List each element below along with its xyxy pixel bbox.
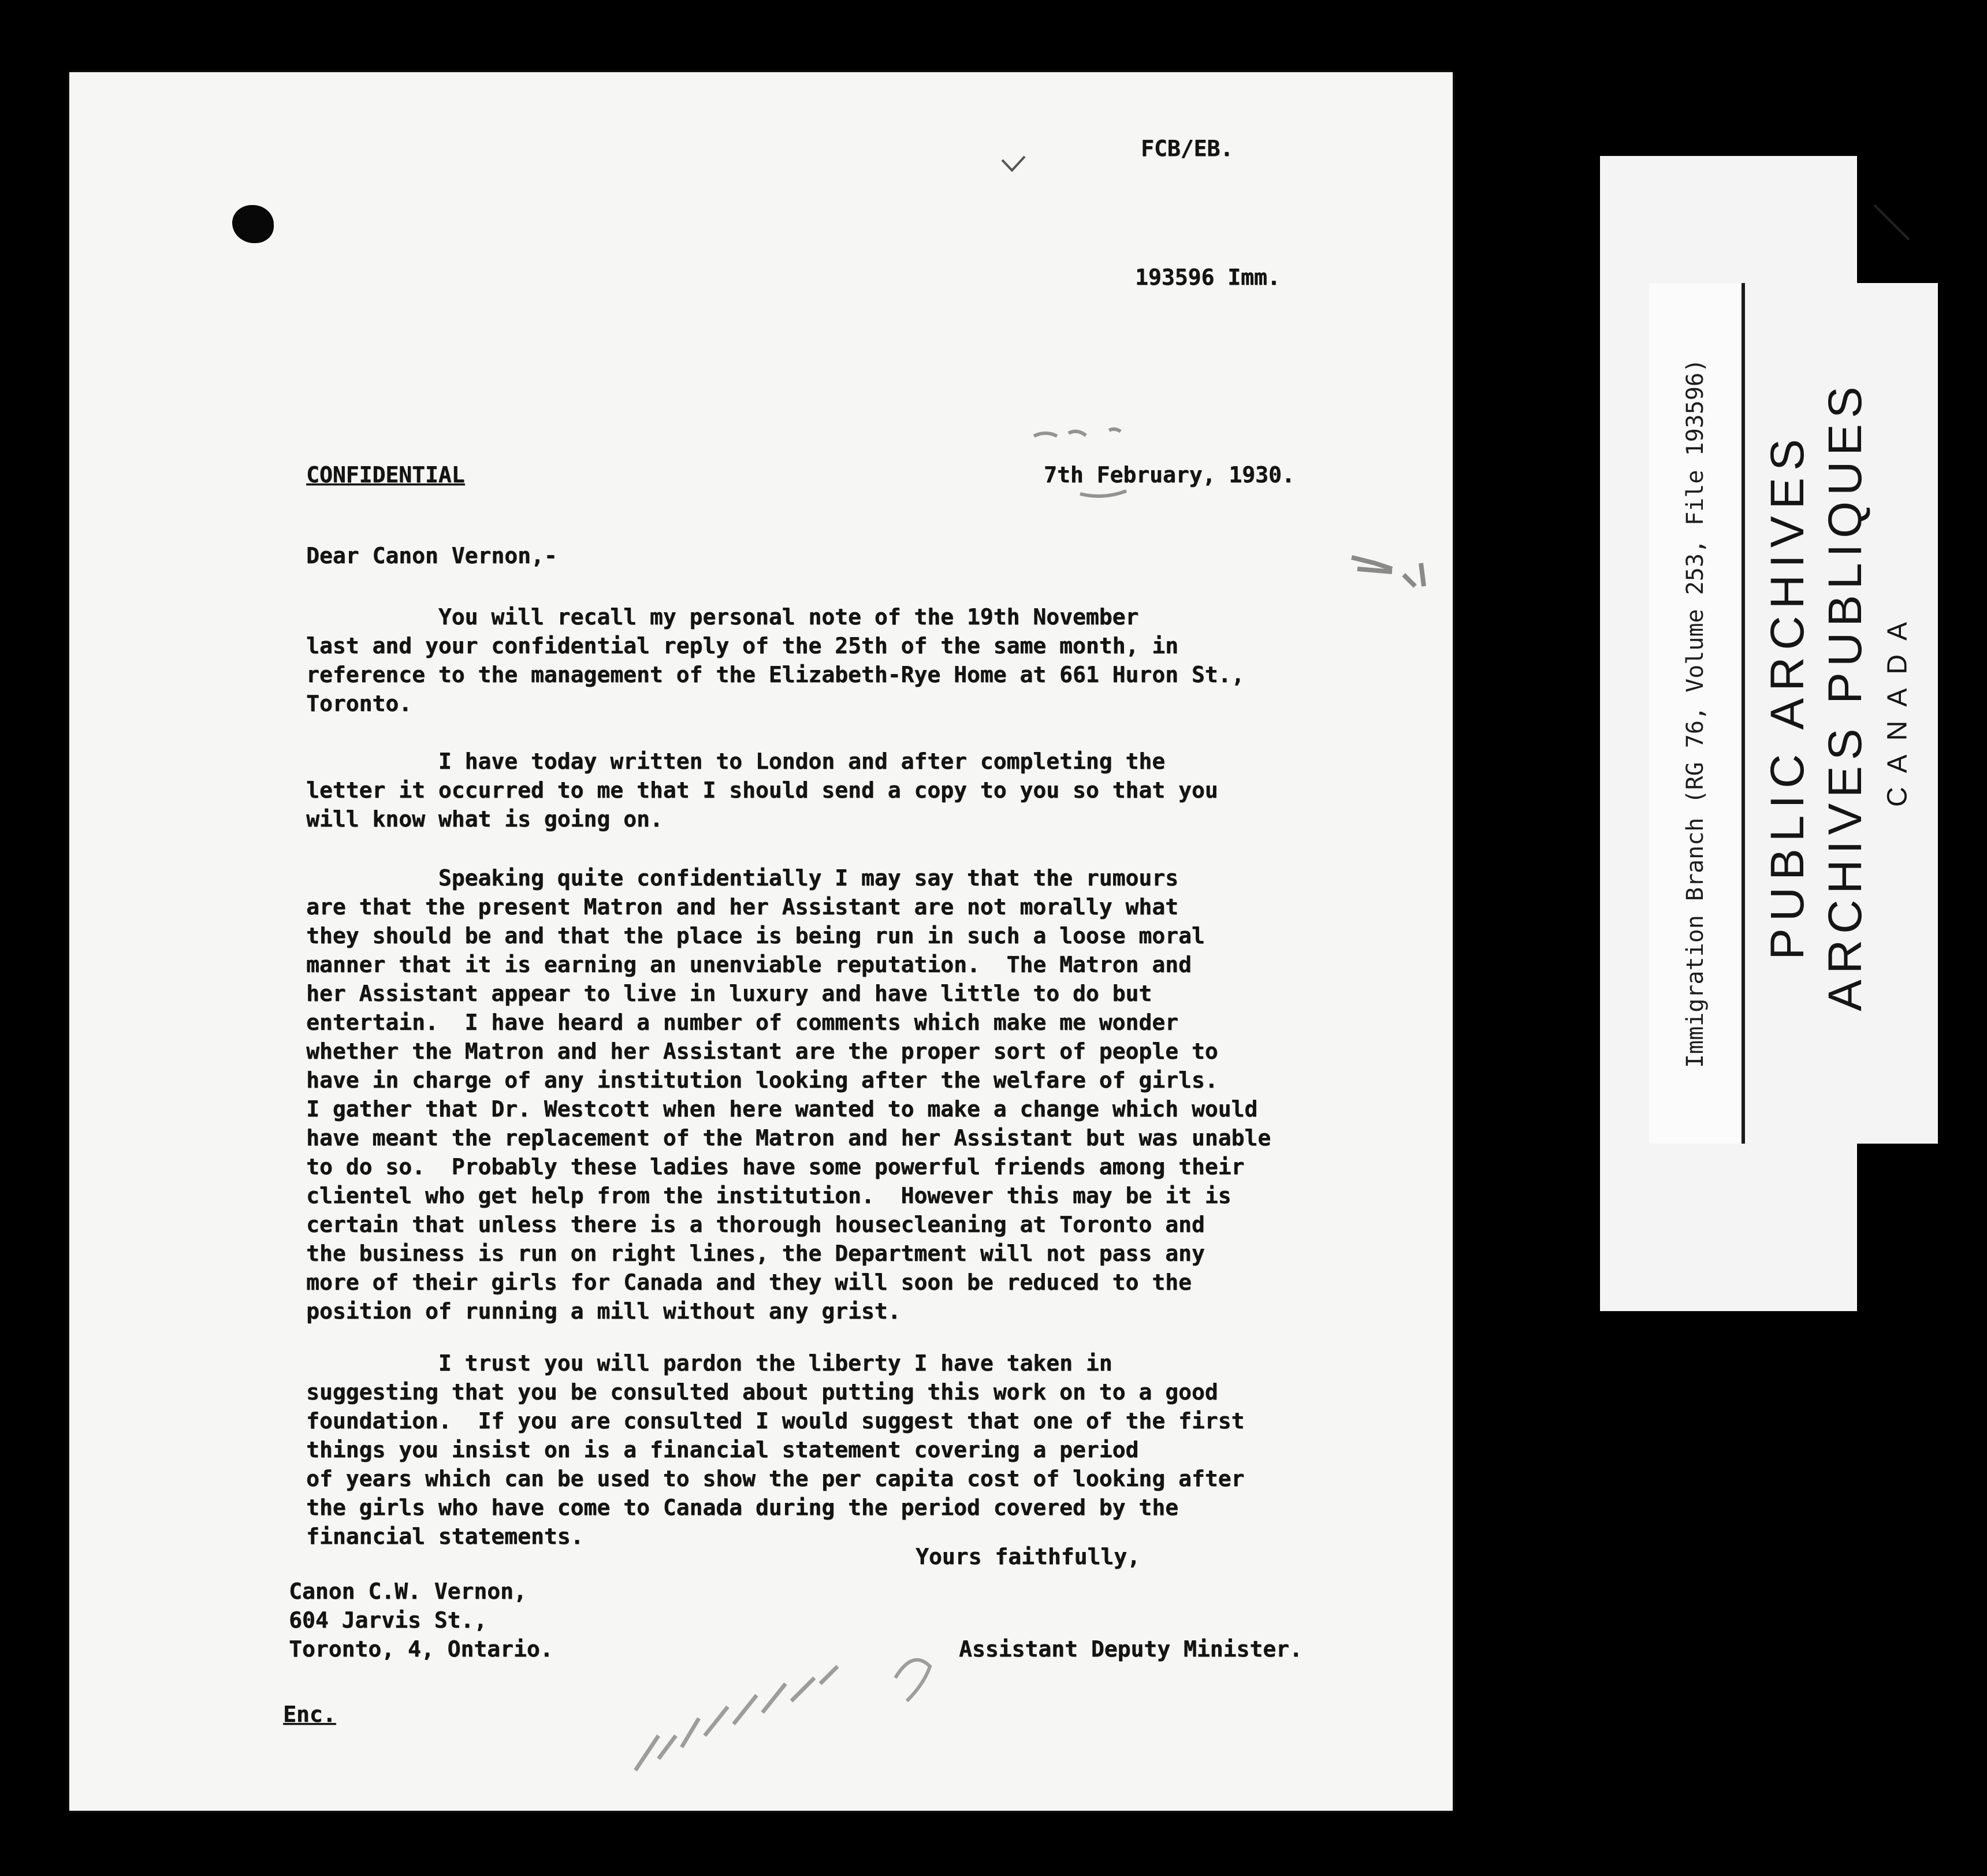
reference-initials: FCB/EB. (1141, 136, 1234, 161)
archive-line-public-archives: PUBLIC ARCHIVES (1761, 432, 1814, 960)
archive-reference: Immigration Branch (RG 76, Volume 253, File 193596) (1682, 358, 1709, 1069)
punch-hole (232, 205, 274, 243)
enclosure-note: Enc. (283, 1702, 336, 1727)
archive-line-archives-publiques: ARCHIVES PUBLIQUES (1819, 381, 1871, 1011)
archive-line-canada: CANADA (1882, 608, 1913, 807)
closing: Yours faithfully, (916, 1544, 1140, 1569)
recipient-address: Canon C.W. Vernon, 604 Jarvis St., Toronto, 4, Ontario. (289, 1579, 553, 1662)
paragraph-4: I trust you will pardon the liberty I have taken in suggesting that you be consulted about putting this work on to a good foundation. If you are consulted I would suggest that one of the first things you insist on is a financial statement covering a period of years which can be used to show the per capita cost of looking after the girls who have come to Canada during the period covered by the financial statements. (306, 1350, 1245, 1549)
salutation: Dear Canon Vernon,- (306, 543, 557, 568)
letter-sheet (69, 72, 1453, 1811)
faint-stamp-mark (1017, 419, 1155, 511)
faint-stamp-mark (1346, 546, 1432, 592)
confidential-heading: CONFIDENTIAL (306, 462, 465, 487)
scratch-mark (1869, 199, 1921, 251)
letter-date: 7th February, 1930. (1044, 462, 1295, 487)
file-reference: 193596 Imm. (1135, 265, 1281, 290)
paragraph-1: You will recall my personal note of the 19th November last and your confidential reply of the 25th of the same month, in reference to the management of the Elizabeth-Rye Home at 661 Huron St., Toronto. (306, 604, 1245, 716)
pencil-tick-mark-icon (999, 153, 1028, 176)
paragraph-2: I have today written to London and after completing the letter it occurred to me that I should send a copy to you so that you will know what is going on. (306, 749, 1218, 832)
paragraph-3: Speaking quite confidentially I may say that the rumours are that the present Matron and her Assistant are not morally what they should be and that the place is being run in such a loose moral manner that it is earning an unenviable reputation. The Matron and her Assistant appear to live in luxury and have little to do but entertain. I have heard a number of comments which make me wonder whether the Matron and her Assistant are the proper sort of people to have in charge of any institution looking after the welfare of girls. I gather that Dr. Westcott when here wanted to make a change which would have meant the replacement of the Matron and her Assistant but was unable to do so. Probably these ladies have some powerful friends among their clientel who get help from the institution. However this may be it is certain that unless there is a thorough housecleaning at Toronto and the business is run on right lines, the Department will not pass any more of their girls for Canada and they will soon be reduced to the position of running a mill without any grist. (306, 865, 1271, 1324)
signer-title: Assistant Deputy Minister. (959, 1636, 1303, 1662)
faint-stamp-mark (624, 1609, 947, 1782)
